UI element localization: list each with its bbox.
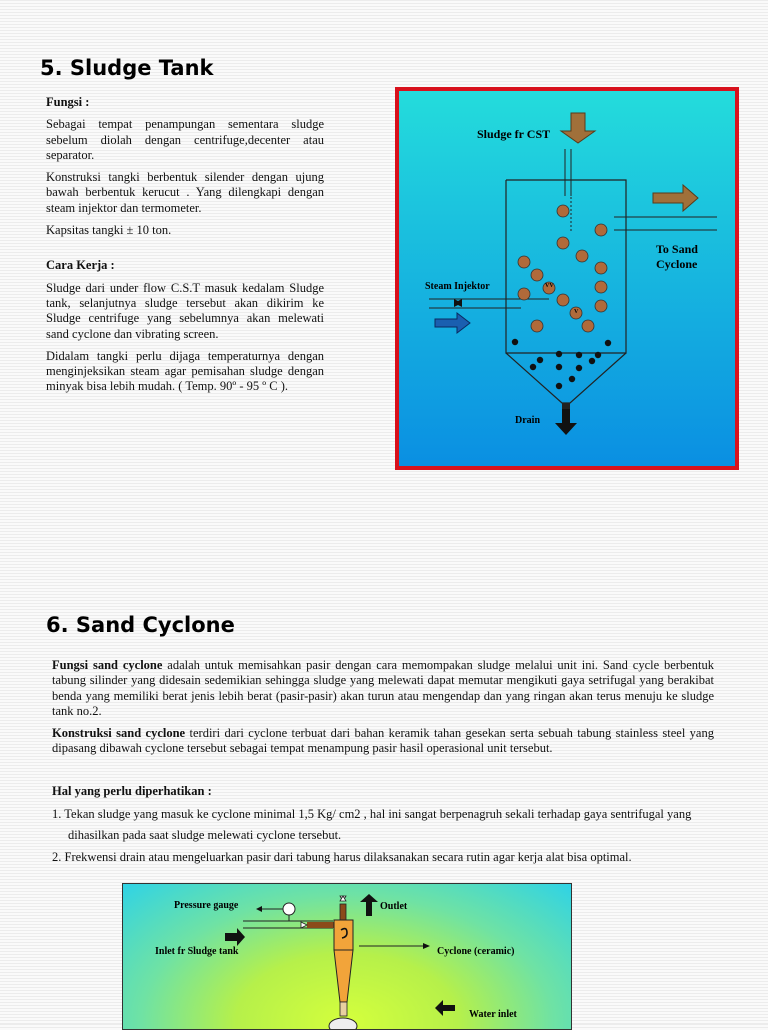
sludge-tank-svg (399, 91, 735, 466)
inlet-label: Inlet fr Sludge tank (155, 946, 239, 957)
fungsi-cyclone-text: adalah untuk memisahkan pasir dengan cara memompakan sludge melalui unit ini. Sand cycle berbentuk tabung silinder yang didesain sedemikian sehingga sludge yang melewati dapat memutar mengikuti gaya setrifugal yang berakibat benda yang memiliki berat jenis lebih berat (pasir-pasir) akan turun atau mengendap dan yang ringan akan terus menuju ke sludge tank no.2. (52, 658, 714, 718)
valve-label-1: VV (545, 283, 554, 289)
valve-label-2: V (574, 309, 579, 315)
cyclone-label: Cyclone (ceramic) (437, 946, 515, 957)
fungsi-cyclone-label: Fungsi sand cyclone (52, 658, 163, 672)
fungsi-text: Sebagai tempat penampungan sementara sludge sebelum diolah dengan centrifuge,decenter atau separator. (46, 117, 324, 162)
inlet-valve-icon (301, 922, 307, 928)
inlet-label: Sludge fr CST (477, 127, 551, 141)
water-inlet-arrow-icon (435, 1000, 455, 1016)
pressure-gauge-label: Pressure gauge (174, 900, 239, 911)
konstruksi-cyclone-text: terdiri dari cyclone terbuat dari bahan keramik tahan gesekan serta sebuah tabung stainless steel yang dipasang dibawah cyclone tersebut sebagai tempat menampung pasir hasil operasional unit tersebut. (52, 726, 714, 756)
kapasitas-text: Kapsitas tangki ± 10 ton. (46, 223, 172, 238)
sand-particles (512, 339, 611, 389)
inlet-arrow-icon (561, 113, 595, 143)
pressure-gauge-icon (283, 903, 295, 915)
cyclone-cone (334, 950, 353, 1002)
konstruksi-text: Konstruksi tangki berbentuk silender dengan ujung bawah berbentuk kerucut . Yang dilengkapi dengan steam injektor dan termometer. (46, 170, 324, 215)
outlet-arrow-icon (360, 894, 378, 916)
steam-arrow-icon (435, 313, 470, 333)
point-1-line-1: 1. Tekan sludge yang masuk ke cyclone minimal 1,5 Kg/ cm2 , hal ini sangat berpenagruh sekali terhadap gaya sentrifugal yang (52, 807, 692, 821)
section5-text (46, 95, 324, 402)
sludge-tank-diagram (395, 87, 739, 470)
cyclone-neck (340, 1002, 347, 1016)
konstruksi-cyclone-label: Konstruksi sand cyclone (52, 726, 186, 741)
fungsi-label: Fungsi : (46, 95, 90, 109)
cyclone-head (334, 920, 353, 950)
outlet-pipe (340, 904, 346, 920)
section5-title: 5. Sludge Tank (40, 56, 214, 80)
sludge-particles (518, 205, 607, 332)
tank-cone (506, 353, 626, 403)
outlet-label: To Sand Cyclone (656, 242, 698, 271)
cara-kerja-label: Cara Kerja : (46, 258, 115, 273)
section6-title: 6. Sand Cyclone (46, 613, 235, 637)
sand-cyclone-diagram (122, 883, 572, 1030)
cara-kerja-text-2: Didalam tangki perlu dijaga temperaturnya dengan menginjeksikan steam agar pemisahan sludge dengan minyak bisa lebih mudah. ( Temp. 90º - 95 º C ). (46, 348, 324, 394)
section6-text (52, 658, 714, 764)
outlet-arrow-icon (653, 185, 698, 211)
drain-label: Drain (515, 415, 540, 426)
drain-arrow-icon (555, 409, 577, 435)
inlet-arrow-icon (225, 928, 245, 946)
cara-kerja-text-1: Sludge dari under flow C.S.T masuk kedalam Sludge tank, selanjutnya sludge tersebut akan dikirim ke Sludge centrifuge yang sebelumnya akan melewati sand cyclone dan vibrating screen. (46, 280, 324, 341)
hal-label: Hal yang perlu diperhatikan : (52, 784, 212, 798)
point-2: 2. Frekwensi drain atau mengeluarkan pasir dari tabung harus dilaksanakan secara rutin agar kerja alat bisa optimal. (52, 850, 632, 864)
water-inlet-label: Water inlet (469, 1009, 517, 1020)
point-1-line-2: dihasilkan pada saat sludge melewati cyclone tersebut. (68, 828, 342, 842)
steam-label: Steam Injektor (425, 281, 490, 292)
outlet-label: Outlet (380, 901, 408, 912)
